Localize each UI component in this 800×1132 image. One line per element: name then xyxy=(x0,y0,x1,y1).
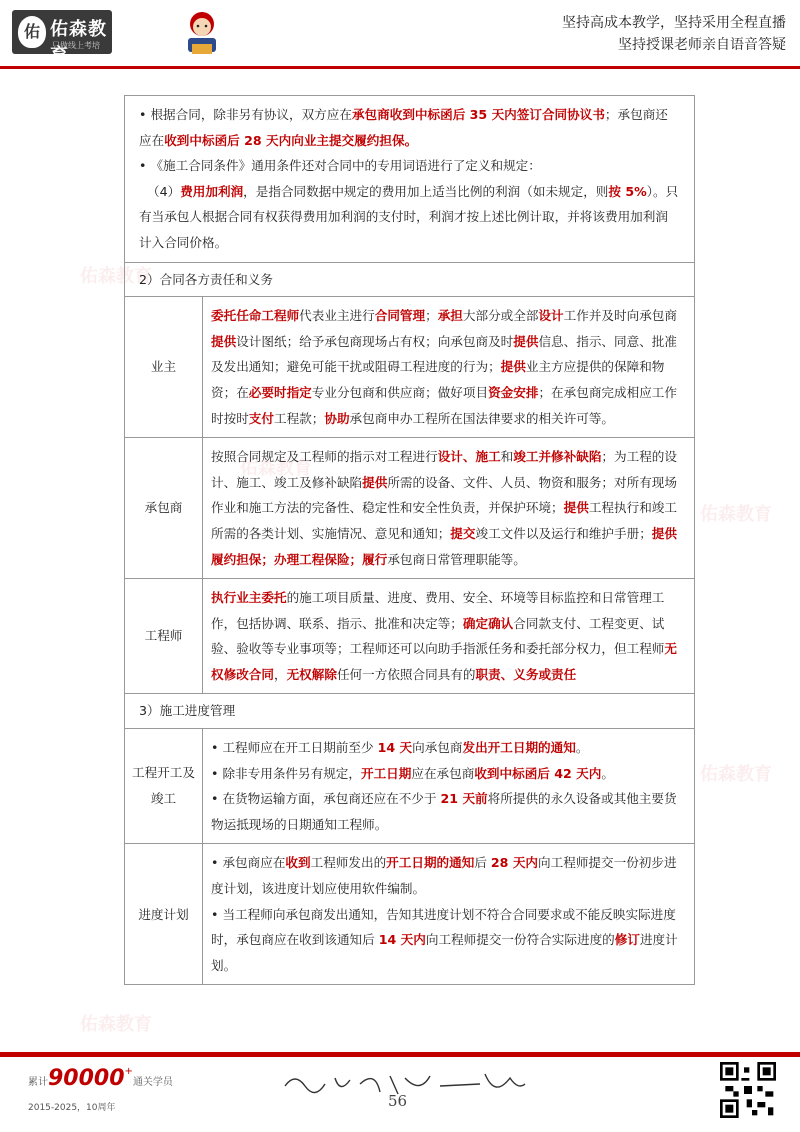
intro-paragraph-4: （4）费用加利润，是指合同数据中规定的费用加上适当比例的利润（如未规定，则按 5%）。只有当承包人根据合同有权获得费用加利润的支付时，利润才按上述比例计取，并将该费用加利润计入合同价格。 xyxy=(139,183,679,250)
logo-text: 佑森教育 xyxy=(50,19,107,66)
owner-content: 委托任命工程师代表业主进行合同管理；承担大部分或全部设计工作并及时向承包商提供设计图纸；给予承包商现场占有权；向承包商及时提供信息、指示、同意、批准及发出通知；避免可能干扰或阻碍工程进度的行为；提供业主方应提供的保障和物资；在必要时指定专业分包商和供应商；做好项目资金安排；在承包商完成相应工作时按时支付工程款；协助承包商申办工程所在国法律要求的相关许可等。 xyxy=(203,297,695,438)
table-row xyxy=(125,438,695,579)
start-completion-label: 工程开工及竣工 xyxy=(125,729,203,844)
slogan-line-1: 坚持高成本教学，坚持采用全程直播 xyxy=(562,15,786,31)
qr-code-icon xyxy=(720,1062,776,1118)
table-row xyxy=(125,579,695,694)
schedule-bullet-1: • 承包商应在收到工程师发出的开工日期的通知后 28 天内向工程师提交一份初步进度计划，该进度计划应使用软件编制。 xyxy=(211,850,686,901)
logo-subtitle: 只做线上考培 xyxy=(52,41,100,50)
page-header xyxy=(0,0,800,66)
header-divider xyxy=(0,66,800,69)
footer-divider xyxy=(0,1052,800,1057)
engineer-label: 工程师 xyxy=(125,579,203,694)
start-bullet-2: • 除非专用条件另有规定，开工日期应在承包商收到中标函后 42 天内。 xyxy=(211,761,686,787)
slogan-line-2: 坚持授课老师亲自语音答疑 xyxy=(618,37,786,53)
intro-bullet-2: • 《施工合同条件》通用条件还对合同中的专用词语进行了定义和规定： xyxy=(139,153,680,179)
contractor-label: 承包商 xyxy=(125,438,203,579)
intro-cell xyxy=(125,96,695,263)
owner-label: 业主 xyxy=(125,297,203,438)
watermark: 佑森教育 xyxy=(700,504,772,525)
table-row xyxy=(125,729,695,844)
start-bullet-3: • 在货物运输方面，承包商还应在不少于 21 天前将所提供的永久设备或其他主要货物运抵现场的日期通知工程师。 xyxy=(211,786,686,837)
watermark: 佑森教育 xyxy=(80,1014,152,1035)
section-3-title: 3）施工进度管理 xyxy=(125,694,695,729)
students-count: 累计90000+通关学员 xyxy=(28,1066,173,1091)
table-row xyxy=(125,694,695,729)
intro-bullet-1: • 根据合同，除非另有协议，双方应在承包商收到中标函后 35 天内签订合同协议书；承包商还应在收到中标函后 28 天内向业主提交履约担保。 xyxy=(139,102,680,153)
start-completion-content xyxy=(203,729,695,844)
page-number: 56 xyxy=(388,1092,408,1110)
table-row xyxy=(125,297,695,438)
contractor-content: 按照合同规定及工程师的指示对工程进行设计、施工和竣工并修补缺陷；为工程的设计、施工、竣工及修补缺陷提供所需的设备、文件、人员、物资和服务；对所有现场作业和施工方法的完备性、稳定性和安全性负责，并保护环境；提供工程执行和竣工所需的各类计划、实施情况、意见和通知；提交竣工文件以及运行和维护手册；提供履约担保；办理工程保险；履行承包商日常管理职能等。 xyxy=(203,438,695,579)
start-bullet-1: • 工程师应在开工日期前至少 14 天向承包商发出开工日期的通知。 xyxy=(211,735,686,761)
logo-mark: 佑 xyxy=(18,16,46,48)
schedule-label: 进度计划 xyxy=(125,844,203,985)
schedule-bullet-2: • 当工程师向承包商发出通知，告知其进度计划不符合合同要求或不能反映实际进度时，承包商应在收到该通知后 14 天内向工程师提交一份符合实际进度的修订进度计划。 xyxy=(211,902,686,979)
slogan xyxy=(562,12,786,56)
mascot-icon xyxy=(178,8,226,58)
table-row xyxy=(125,96,695,263)
table-row xyxy=(125,844,695,985)
years-label: 2015-2025，10周年 xyxy=(28,1103,116,1113)
schedule-content xyxy=(203,844,695,985)
watermark: 佑森教育 xyxy=(240,458,312,479)
section-2-title: 2）合同各方责任和义务 xyxy=(125,262,695,297)
watermark: 佑森教育 xyxy=(700,764,772,785)
engineer-content: 执行业主委托的施工项目质量、进度、费用、安全、环境等目标监控和日常管理工作，包括协调、联系、指示、批准和决定等；确定确认合同款支付、工程变更、试验、验收等专业事项等；工程师还可以向助手指派任务和委托部分权力，但工程师无权修改合同，无权解除任何一方依照合同具有的职责、义务或责任 xyxy=(203,579,695,694)
content-table xyxy=(124,95,694,985)
watermark: 佑森教育 xyxy=(80,266,152,287)
table-row xyxy=(125,262,695,297)
company-logo xyxy=(12,10,112,66)
